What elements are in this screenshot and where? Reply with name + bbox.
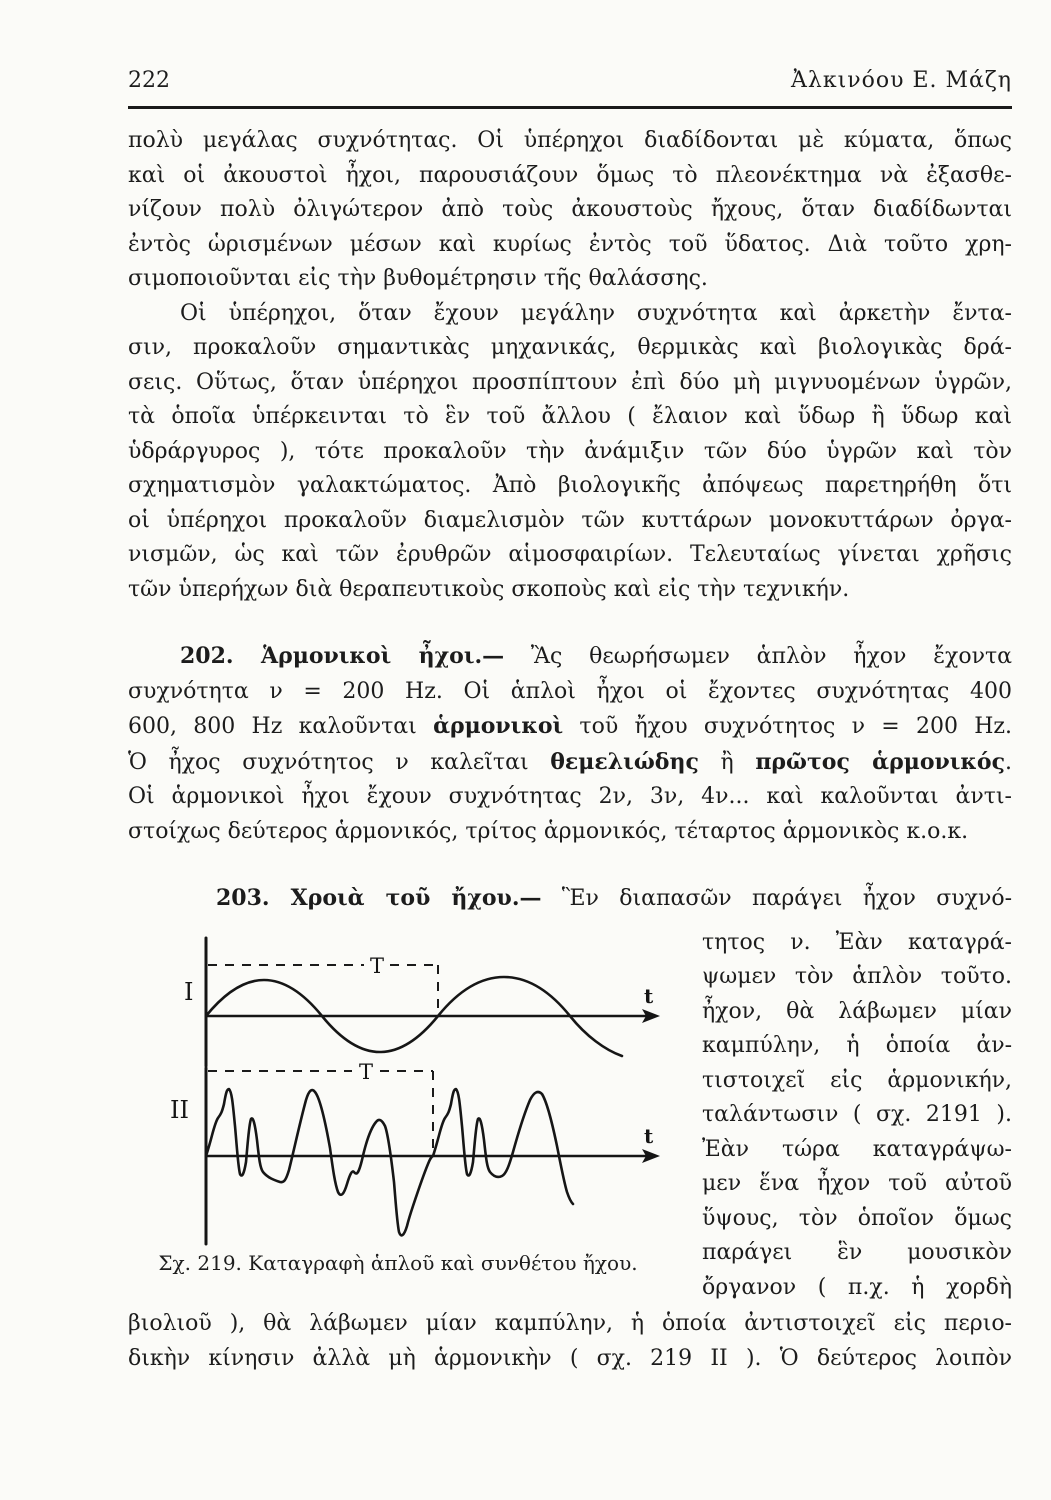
page-number: 222 — [128, 68, 170, 93]
text-line: τιστοιχεῖ εἰς ἁρμονικήν, — [702, 1067, 1012, 1093]
figure-text-row — [128, 926, 1012, 1306]
text-line: πολὺ μεγάλας συχνότητας. Οἱ ὑπέρηχοι διαδίδονται μὲ κύματα, ὅπως — [128, 128, 1012, 153]
text-line: σχηματισμὸν γαλακτώματος. Ἀπὸ βιολογικῆς ἀπόψεως παρετηρήθη ὅτι — [128, 473, 1012, 498]
text-line: καμπύλην, ἡ ὁποία ἀν- — [702, 1033, 1012, 1058]
wave2-label: II — [170, 1095, 189, 1124]
text-line: ταλάντωσιν ( σχ. 2191 ). — [702, 1102, 1012, 1127]
text-line: 202. Ἁρμονικοὶ ἦχοι.— Ἂς θεωρήσωμεν ἁπλὸν ἦχον ἔχοντα — [180, 643, 1012, 669]
text-line: ὕψους, τὸν ὁποῖον ὅμως — [702, 1205, 1012, 1231]
text-line: ψωμεν τὸν ἁπλὸν τοῦτο. — [702, 964, 1012, 989]
wave1-period-label: T — [369, 953, 385, 978]
text-line: συχνότητα ν = 200 Hz. Οἱ ἁπλοὶ ἦχοι οἱ ἔχοντες συχνότητας 400 — [128, 678, 1012, 704]
text-line: καὶ οἱ ἀκουστοὶ ἦχοι, παρουσιάζουν ὅμως τὸ πλεονέκτημα νὰ ἐξασθε- — [128, 162, 1012, 188]
text-line: νισμῶν, ὡς καὶ τῶν ἐρυθρῶν αἱμοσφαιρίων. Τελευταίως γίνεται χρῆσις — [128, 542, 1012, 567]
text-line: βιολιοῦ ), θὰ λάβωμεν μίαν καμπύλην, ἡ ὁποία ἀντιστοιχεῖ εἰς περιο- — [128, 1311, 1012, 1336]
text-line: ἦχον, θὰ λάβωμεν μίαν — [702, 998, 1012, 1024]
paragraph-ultrasound-propagation — [128, 124, 1012, 297]
figure-caption: Σχ. 219. Καταγραφὴ ἁπλοῦ καὶ συνθέτου ἤχου. — [158, 1250, 638, 1275]
wave2-time-label: t — [644, 1123, 654, 1148]
text-line: οἱ ὑπέρηχοι προκαλοῦν διαμελισμὸν τῶν κυττάρων μονοκυττάρων ὀργα- — [128, 507, 1012, 533]
section-203-bottom-lines — [128, 1307, 1012, 1376]
text-line: παράγει ἓν μουσικὸν — [702, 1240, 1012, 1265]
section-202-harmonic-sounds — [128, 639, 1012, 849]
text-line: 203. Χροιὰ τοῦ ἤχου.— Ἓν διαπασῶν παράγει ἦχον συχνό- — [216, 885, 1013, 911]
text-line: νίζουν πολὺ ὀλιγώτερον ἀπὸ τοὺς ἀκουστοὺς ἤχους, ὅταν διαδίδωνται — [128, 197, 1012, 222]
waveform-diagram — [128, 926, 668, 1246]
text-line: μεν ἕνα ἦχον τοῦ αὐτοῦ — [702, 1171, 1012, 1196]
text-line: ἐντὸς ὡρισμένων μέσων καὶ κυρίως ἐντὸς τοῦ ὕδατος. Διὰ τοῦτο χρη- — [128, 231, 1012, 257]
section-203-heading — [128, 881, 1012, 917]
page-body — [128, 109, 1012, 1376]
paragraph-ultrasound-effects — [128, 297, 1012, 608]
text-line: τῶν ὑπερήχων διὰ θεραπευτικοὺς σκοποὺς καὶ εἰς τὴν τεχνικήν. — [128, 576, 850, 602]
text-line: σιν, προκαλοῦν σημαντικὰς μηχανικάς, θερμικὰς καὶ βιολογικὰς δρά- — [128, 335, 1012, 360]
text-line: ὄργανον ( π.χ. ἡ χορδὴ — [702, 1274, 1012, 1300]
text-line: Ἐὰν τώρα καταγράψω- — [702, 1136, 1012, 1162]
text-line: στοίχως δεύτερος ἁρμονικός, τρίτος ἁρμονικός, τέταρτος ἁρμονικὸς κ.ο.κ. — [128, 818, 969, 844]
text-line: τὰ ὁποῖα ὑπέρκεινται τὸ ἓν τοῦ ἄλλου ( ἔλαιον καὶ ὕδωρ ἢ ὕδωρ καὶ — [128, 404, 1012, 429]
figure-219 — [128, 926, 668, 1306]
wave1-label: I — [184, 977, 194, 1006]
running-head-author: Ἀλκινόου Ε. Μάζη — [791, 68, 1012, 93]
wave2-complex-curve — [206, 1089, 573, 1235]
text-line: δικὴν κίνησιν ἀλλὰ μὴ ἁρμονικὴν ( σχ. 219 II ). Ὁ δεύτερος λοιπὸν — [128, 1345, 1012, 1371]
text-line: Ὁ ἦχος συχνότητος ν καλεῖται θεμελιώδης ἢ πρῶτος ἁρμονικός. — [128, 748, 1012, 775]
wave2-period-label: T — [358, 1059, 374, 1084]
text-line: Οἱ ὑπέρηχοι, ὅταν ἔχουν μεγάλην συχνότητα καὶ ἀρκετὴν ἔντα- — [180, 300, 1012, 326]
text-line: τητος ν. Ἐὰν καταγρά- — [702, 929, 1012, 955]
text-line: σεις. Οὕτως, ὅταν ὑπέρηχοι προσπίπτουν ἐπὶ δύο μὴ μιγνυομένων ὑγρῶν, — [128, 369, 1012, 395]
wave1-time-label: t — [644, 983, 654, 1008]
text-line: ὑδράργυρος ), τότε προκαλοῦν τὴν ἀνάμιξιν τῶν δύο ὑγρῶν καὶ τὸν — [128, 438, 1012, 464]
text-line: 600, 800 Hz καλοῦνται ἁρμονικοὶ τοῦ ἤχου συχνότητος ν = 200 Hz. — [128, 713, 1013, 739]
text-line: σιμοποιοῦνται εἰς τὴν βυθομέτρησιν τῆς θαλάσσης. — [128, 266, 708, 291]
text-line: Οἱ ἁρμονικοὶ ἦχοι ἔχουν συχνότητας 2ν, 3ν, 4ν... καὶ καλοῦνται ἀντι- — [128, 784, 1012, 809]
page-header — [128, 0, 1012, 109]
section-203-right-column — [668, 926, 1012, 1306]
